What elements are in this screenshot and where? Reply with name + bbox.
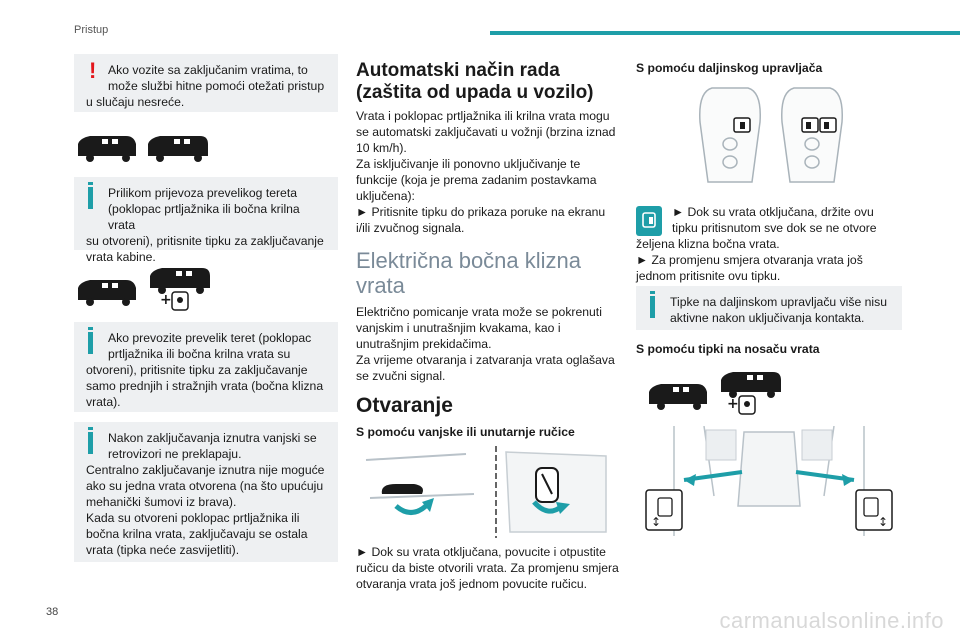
- warning-rest: u slučaju nesreće.: [86, 95, 185, 109]
- remote-note: Tipke na daljinskom upravljaču više nisu aktivne nakon uključivanja kontakta.: [670, 295, 887, 325]
- plus-lock-icon: [727, 396, 755, 414]
- warning-icon: !: [89, 58, 97, 83]
- svg-text:↕: ↕: [878, 515, 889, 529]
- remote-subtitle: S pomoću daljinskog upravljača: [636, 61, 823, 75]
- warning-box: [74, 54, 338, 112]
- info-icon: [88, 432, 93, 454]
- note1-rest: su otvoreni), pritisnite tipku za zaključavanje vrata kabine.: [86, 234, 324, 264]
- key-fob-icon: [700, 88, 843, 182]
- sliding-door-title: Električna bočna klizna vrata: [356, 248, 582, 298]
- auto-p2: Za isključivanje ili ponovno uključivanje te funkcije (koja je prema zadanim postavkama uključena):: [356, 157, 597, 203]
- note1-first: Prilikom prijevoza prevelikog tereta (poklopac prtljažnika ili bočna krilna vrata: [108, 186, 300, 232]
- remote-text: [636, 204, 902, 284]
- note2-first: Ako prevozite prevelik teret (poklopac prtljažnika ili bočna krilna vrata su: [108, 331, 312, 361]
- note3-rest2: Kada su otvoreni poklopac prtljažnika ili bočna krilna vrata, zaključavaju se ostala vrata (tipka neće zasvijetliti).: [86, 511, 308, 557]
- info-box-2: [74, 322, 338, 412]
- right-pillar-button-icon: [856, 490, 892, 530]
- header-accent-bar: [490, 31, 960, 35]
- svg-text:↕: ↕: [651, 515, 662, 529]
- interior-handle: [506, 452, 606, 532]
- pillar-subtitle: S pomoću tipki na nosaču vrata: [636, 342, 820, 356]
- van-icon: [721, 372, 781, 398]
- remote-key-illustration: [690, 82, 860, 192]
- info-icon: [650, 296, 655, 318]
- van-illustrations-3: [645, 366, 795, 416]
- note3-first: Nakon zaključavanja iznutra vanjski se retrovizori ne preklapaju.: [108, 431, 317, 461]
- van-icon: [148, 136, 208, 162]
- door-pillar-buttons-illustration: [644, 426, 894, 536]
- van-icon: [150, 268, 210, 294]
- info-box-3: [74, 422, 338, 562]
- auto-p1: Vrata i poklopac prtljažnika ili krilna vrata mogu se automatski zaključavati u vožnji (brzina iznad 10 km/h).: [356, 109, 616, 155]
- van-icon: [649, 384, 707, 410]
- door-handle-illustration: [356, 446, 618, 538]
- info-icon: [88, 187, 93, 209]
- sliding-p2: Za vrijeme otvaranja i zatvaranja vrata oglašava se zvučni signal.: [356, 353, 615, 383]
- plus-lock-icon: [160, 292, 188, 310]
- handle-subtitle: S pomoću vanjske ili unutarnje ručice: [356, 425, 575, 439]
- warning-first: Ako vozite sa zaključanim vratima, to može službi hitne pomoći otežati pristup: [108, 63, 325, 93]
- auto-mode-text: [356, 108, 622, 236]
- auto-p3: ► Pritisnite tipku do prikaza poruke na ekranu i/ili zvučnog signala.: [356, 205, 606, 235]
- sliding-p1: Električno pomicanje vrata može se pokrenuti vanjskim i unutrašnjim kvakama, kao i unutrašnjim prekidačima.: [356, 305, 602, 351]
- handle-text: ► Dok su vrata otključana, povucite i otpustite ručicu da biste otvorili vrata. Za promjenu smjera otvaranja vrata još jednom povucite ručicu.: [356, 545, 619, 591]
- section-title: Pristup: [74, 24, 109, 36]
- sliding-door-text: [356, 304, 622, 384]
- info-box-1: [74, 177, 338, 264]
- van-illustrations-2: [74, 262, 224, 312]
- van-icon: [78, 280, 136, 306]
- note3-rest1: Centralno zaključavanje iznutra nije moguće ako su jedna vrata otvorena (na što upućuju mehanički šumovi iz brava).: [86, 463, 325, 509]
- svg-text:+: +: [727, 396, 739, 412]
- left-pillar-button-icon: [646, 490, 682, 530]
- page-number: 38: [46, 606, 59, 618]
- note2-rest: otvoreni), pritisnite tipku za zaključavanje samo prednjih i stražnjih vrata (bočna klizna vrata).: [86, 363, 324, 409]
- info-icon: [88, 332, 93, 354]
- van-icon: [78, 136, 136, 162]
- van-illustrations-1: [74, 130, 214, 164]
- remote-p1b: željena klizna bočna vrata.: [636, 237, 780, 251]
- auto-mode-title: Automatski način rada (zaštita od upada u vozilo): [356, 60, 594, 103]
- remote-p2: ► Za promjenu smjera otvaranja vrata još jednom pritisnite ovu tipku.: [636, 253, 863, 283]
- opening-title: Otvaranje: [356, 394, 453, 417]
- info-box-remote: [636, 286, 902, 330]
- svg-text:+: +: [160, 292, 172, 308]
- remote-p1: ► Dok su vrata otključana, držite ovu tipku pritisnutom sve dok se ne otvore: [672, 205, 877, 235]
- watermark: carmanualsonline.info: [719, 608, 944, 633]
